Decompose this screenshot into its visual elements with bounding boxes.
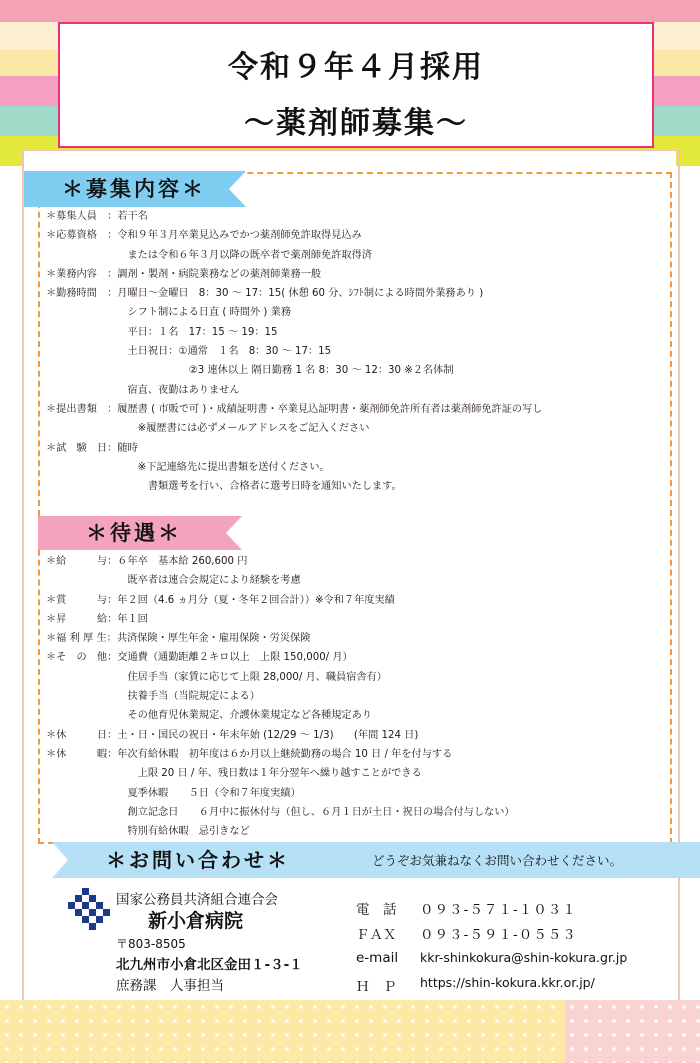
list-item: ＊休 暇：年次有給休暇 初年度は６か月以上継続勤務の場合 10 日 / 年を付与する [46,748,453,760]
list-item: または令和６年３月以降の既卒者で薬剤師免許取得済 [46,249,372,261]
list-item: ＊業務内容 ：調剤・製剤・病院業務などの薬剤師業務一般 [46,268,322,280]
list-item: ＊休 日：土・日・国民の祝日・年末年始 (12/29 〜 1/3) (年間 124 日) [46,729,419,741]
contact-note: どうぞお気兼ねなくお問い合わせください。 [372,853,623,868]
list-item: ＊賞 与：年２回（4.6 ヵ月分（夏・冬年２回合計））※令和７年度実績 [46,594,395,606]
list-item: 住居手当（家賃に応じて上限 28,000/ 月、職員宿舎有） [46,671,387,683]
list-item: ＊勤務時間 ：月曜日〜金曜日 8：30 〜 17：15( 休憩 60 分、ｼﾌﾄ制による時間外業務あり ) [46,288,484,300]
org-name: 国家公務員共済組合連合会 [116,892,278,908]
hp-label: Ｈ Ｐ [356,979,397,995]
list-item: ＊試 験 日：随時 [46,442,138,454]
postal-code: 〒803-8505 [116,937,186,951]
section-heading-benefits: ＊待遇＊ [86,521,182,545]
list-item: ※履歴書には必ずメールアドレスをご記入ください [46,423,370,435]
list-item: ＊福 利 厚 生：共済保険・厚生年金・雇用保険・労災保険 [46,633,311,645]
list-item: 扶養手当（当院規定による） [46,691,260,703]
benefits-details [46,552,515,841]
section-heading-contact: ＊お問い合わせ＊ [106,848,290,872]
list-item: 平日：１名 17：15 〜 19：15 [46,326,278,338]
page-title-line1: 令和９年４月採用 [228,50,484,85]
list-item: ＊応募資格 ：令和９年３月卒業見込みでかつ薬剤師免許取得見込み [46,230,362,242]
section-heading-recruitment: ＊募集内容＊ [62,177,206,201]
department: 庶務課 人事担当 [116,978,224,994]
list-item: ＊昇 給：年１回 [46,613,148,625]
list-item: ＊そ の 他：交通費（通勤距離２キロ以上 上限 150,000/ 月） [46,652,353,664]
recruitment-details [46,207,542,496]
list-item: 書類選考を行い、合格者に選考日時を通知いたします。 [46,481,402,493]
email-label: e-mail [356,950,399,966]
fax-label: ＦＡＸ [356,927,397,943]
list-item: ②3 連休以上 隔日勤務 1 名 8：30 〜 12：30 ※２名体制 [46,365,454,377]
list-item: 創立記念日 ６月中に振休付与（但し、６月１日が土日・祝日の場合付与しない） [46,806,515,818]
stripe-pink-top [0,0,700,22]
email-link[interactable]: kkr-shinkokura@shin-kokura.gr.jp [420,950,628,965]
address: 北九州市小倉北区金田１-３-１ [116,957,303,973]
list-item: ＊給 与：６年卒 基本給 260,600 円 [46,556,248,567]
list-item: 宿直、夜勤はありません [46,384,240,396]
list-item: ＊募集人員 ：若干名 [46,211,148,222]
hospital-name: 新小倉病院 [148,910,244,932]
hospital-logo-icon [68,888,110,930]
title-box [58,22,654,148]
list-item: 夏季休暇 ５日（令和７年度実績） [46,787,301,799]
footer-dots-pink [565,1000,700,1063]
tel-label: 電 話 [356,902,397,918]
page-title-line2: 〜薬剤師募集〜 [244,106,468,141]
list-item: 既卒者は連合会規定により経験を考慮 [46,575,301,587]
list-item: 上限 20 日 / 年、残日数は１年分翌年へ繰り越すことができる [46,768,422,780]
list-item: その他育児休業規定、介護休業規定など各種規定あり [46,710,372,722]
list-item: 土日祝日：①通常 １名 8：30 〜 17：15 [46,346,332,358]
list-item: シフト制による日直 ( 時間外 ) 業務 [46,307,292,319]
hp-link[interactable]: https://shin-kokura.kkr.or.jp/ [420,975,595,990]
list-item: ＊提出書類 ：履歴書 ( 市販で可 )・成績証明書・卒業見込証明書・薬剤師免許所有者は薬剤師免許証の写し [46,403,543,415]
list-item: ※下記連絡先に提出書類を送付ください。 [46,461,330,473]
tel-number[interactable]: ０９３-５７１-１０３１ [420,902,577,918]
list-item: 特別有給休暇 忌引きなど [46,826,250,838]
fax-number: ０９３-５９１-０５５３ [420,927,577,943]
